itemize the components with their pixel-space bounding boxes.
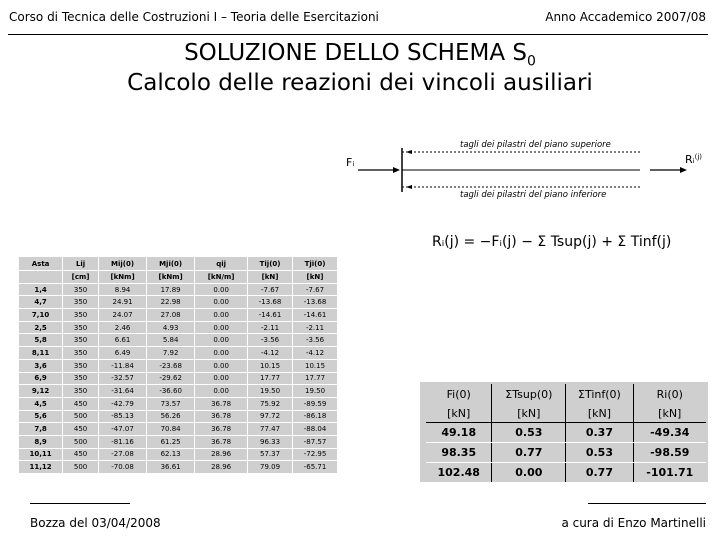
table-cell: -86.18 [293, 410, 338, 423]
table-cell: 0.00 [195, 309, 248, 322]
table-header-row [19, 257, 338, 271]
col-header: Mij(0) [99, 257, 147, 271]
table-cell: 19.50 [293, 385, 338, 398]
table-cell: 5.84 [147, 334, 195, 347]
table-cell: 24.91 [99, 296, 147, 309]
table-cell: 77.47 [248, 423, 293, 436]
table-cell: 350 [63, 347, 99, 360]
lower-cut-label: tagli dei pilastri del piano inferiore [460, 190, 607, 200]
table-cell: -14.61 [248, 309, 293, 322]
table-row [19, 347, 338, 360]
table-cell: 97.72 [248, 410, 293, 423]
table-cell: -23.68 [147, 359, 195, 372]
table-cell: 49.18 [426, 423, 492, 443]
section-diagram [340, 135, 712, 205]
table-cell: 22.98 [147, 296, 195, 309]
table-cell: 24.07 [99, 309, 147, 322]
table-cell: 0.53 [492, 423, 566, 443]
table-row [426, 443, 706, 463]
lower-cut-arrow [406, 185, 412, 189]
table-cell: -13.68 [248, 296, 293, 309]
col-header: ΣTinf(0) [566, 384, 633, 404]
table-cell: 79.09 [248, 461, 293, 474]
table-cell: 56.26 [147, 410, 195, 423]
table-row [19, 372, 338, 385]
unit-cell: [cm] [63, 271, 99, 284]
table-cell: 2,5 [19, 321, 63, 334]
unit-cell: [kNm] [147, 271, 195, 284]
table-cell: 75.92 [248, 397, 293, 410]
table-cell: 6,9 [19, 372, 63, 385]
table-cell: -87.57 [293, 435, 338, 448]
table-cell: -3.56 [248, 334, 293, 347]
footer-divider-right [588, 503, 706, 504]
table-cell: 28.96 [195, 448, 248, 461]
col-header: qij [195, 257, 248, 271]
table-cell: 27.08 [147, 309, 195, 322]
reactions-table [426, 384, 706, 483]
table-cell: 1,4 [19, 283, 63, 296]
unit-cell: [kN/m] [195, 271, 248, 284]
table-row [19, 334, 338, 347]
table-cell: -32.57 [99, 372, 147, 385]
table-cell: 17.77 [248, 372, 293, 385]
table-row [19, 410, 338, 423]
table-cell: 6.61 [99, 334, 147, 347]
table-cell: 8,9 [19, 435, 63, 448]
reaction-label: Rᵢ$^{(j)}$ [685, 153, 703, 166]
header-divider [8, 34, 708, 35]
table-row [19, 448, 338, 461]
table-cell: 17.89 [147, 283, 195, 296]
table-cell: 36.61 [147, 461, 195, 474]
table-cell: 11,12 [19, 461, 63, 474]
table-cell: 500 [63, 410, 99, 423]
table-cell: 450 [63, 397, 99, 410]
reactions-table-panel [420, 382, 708, 482]
table-cell: 0.00 [195, 296, 248, 309]
table-cell: 0.77 [566, 463, 633, 483]
col-header: Tij(0) [248, 257, 293, 271]
units-row [426, 404, 706, 423]
table-cell: -29.62 [147, 372, 195, 385]
table-cell: 0.77 [492, 443, 566, 463]
table-row [19, 309, 338, 322]
col-header: Tji(0) [293, 257, 338, 271]
course-title: Corso di Tecnica delle Costruzioni I – Teoria delle Esercitazioni [9, 10, 379, 24]
table-cell: 350 [63, 296, 99, 309]
table-cell: -65.71 [293, 461, 338, 474]
table-cell: -70.08 [99, 461, 147, 474]
table-cell: 5,8 [19, 334, 63, 347]
reaction-arrowhead [680, 167, 687, 173]
table-cell: 10.15 [248, 359, 293, 372]
table-cell: -11.84 [99, 359, 147, 372]
table-row [19, 385, 338, 398]
table-cell: -27.08 [99, 448, 147, 461]
member-forces-table [18, 256, 338, 474]
draft-date: Bozza del 03/04/2008 [30, 516, 161, 530]
table-cell: -88.04 [293, 423, 338, 436]
table-cell: 0.00 [195, 321, 248, 334]
table-cell: -7.67 [248, 283, 293, 296]
table-row [19, 296, 338, 309]
table-cell: 500 [63, 435, 99, 448]
table-cell: 36.78 [195, 410, 248, 423]
unit-cell: [kN] [492, 404, 566, 423]
slide-title: SOLUZIONE DELLO SCHEMA $S_0$ [184, 40, 536, 70]
table-header-row [426, 384, 706, 404]
table-cell: 17.77 [293, 372, 338, 385]
table-cell: 19.50 [248, 385, 293, 398]
unit-cell: [kN] [426, 404, 492, 423]
table-cell: 4,7 [19, 296, 63, 309]
table-row [19, 461, 338, 474]
unit-cell: [kN] [633, 404, 706, 423]
table-cell: -49.34 [633, 423, 706, 443]
slide-subtitle: Calcolo delle reazioni dei vincoli ausiliari [127, 70, 593, 96]
table-cell: 36.78 [195, 435, 248, 448]
table-cell: 450 [63, 448, 99, 461]
table-cell: -98.59 [633, 443, 706, 463]
table-cell: -2.11 [248, 321, 293, 334]
table-cell: 0.00 [195, 372, 248, 385]
table-row [19, 283, 338, 296]
table-cell: 102.48 [426, 463, 492, 483]
table-cell: -72.95 [293, 448, 338, 461]
table-cell: 3,6 [19, 359, 63, 372]
table-cell: -89.59 [293, 397, 338, 410]
table-cell: 350 [63, 385, 99, 398]
table-cell: -85.13 [99, 410, 147, 423]
table-row [19, 359, 338, 372]
table-cell: 6.49 [99, 347, 147, 360]
table-cell: 73.57 [147, 397, 195, 410]
table-cell: 350 [63, 334, 99, 347]
col-header: Ri(0) [656, 387, 683, 401]
table-cell: 70.84 [147, 423, 195, 436]
table-cell: 0.00 [195, 347, 248, 360]
force-arrowhead [393, 167, 400, 173]
table-cell: 36.78 [195, 397, 248, 410]
unit-cell: [kNm] [99, 271, 147, 284]
table-cell: -4.12 [248, 347, 293, 360]
table-cell: 9,12 [19, 385, 63, 398]
table-cell: -14.61 [293, 309, 338, 322]
table-cell: 350 [63, 283, 99, 296]
table-cell: 96.33 [248, 435, 293, 448]
table-row [426, 423, 706, 443]
table-cell: 350 [63, 372, 99, 385]
academic-year: Anno Accademico 2007/08 [545, 10, 706, 24]
units-row [19, 271, 338, 284]
table-row [19, 397, 338, 410]
table-cell: 10.15 [293, 359, 338, 372]
table-row [19, 423, 338, 436]
force-label: Fᵢ [346, 156, 355, 169]
upper-cut-arrow [406, 150, 412, 154]
table-cell: 4.93 [147, 321, 195, 334]
table-cell: 57.37 [248, 448, 293, 461]
table-cell: 0.00 [195, 334, 248, 347]
table-cell: 0.00 [492, 463, 566, 483]
table-cell: -81.16 [99, 435, 147, 448]
footer-divider-left [30, 503, 130, 504]
table-cell: -47.07 [99, 423, 147, 436]
unit-cell [19, 271, 63, 284]
unit-cell: [kN] [248, 271, 293, 284]
table-cell: 450 [63, 423, 99, 436]
table-cell: 0.00 [195, 385, 248, 398]
table-cell: 0.37 [566, 423, 633, 443]
table-cell: -13.68 [293, 296, 338, 309]
table-cell: -36.60 [147, 385, 195, 398]
table-cell: 5,6 [19, 410, 63, 423]
table-cell: 36.78 [195, 423, 248, 436]
table-cell: 8,11 [19, 347, 63, 360]
table-cell: 350 [63, 321, 99, 334]
col-header: Lij [63, 257, 99, 271]
table-cell: -2.11 [293, 321, 338, 334]
table-cell: 10,11 [19, 448, 63, 461]
col-header: Asta [19, 257, 63, 271]
table-cell: 0.53 [566, 443, 633, 463]
unit-cell: [kN] [293, 271, 338, 284]
author: a cura di Enzo Martinelli [561, 516, 706, 530]
table-cell: 7.92 [147, 347, 195, 360]
table-cell: -101.71 [633, 463, 706, 483]
table-cell: 7,10 [19, 309, 63, 322]
col-header: Fi(0) [426, 384, 492, 404]
table-cell: 62.13 [147, 448, 195, 461]
table-cell: 61.25 [147, 435, 195, 448]
table-cell: 28.96 [195, 461, 248, 474]
table-cell: 7,8 [19, 423, 63, 436]
table-cell: 0.00 [195, 359, 248, 372]
col-header: Mji(0) [147, 257, 195, 271]
table-row [426, 463, 706, 483]
upper-cut-label: tagli dei pilastri del piano superiore [460, 140, 611, 150]
table-cell: 0.00 [195, 283, 248, 296]
table-cell: 98.35 [426, 443, 492, 463]
table-cell: 350 [63, 309, 99, 322]
table-cell: 500 [63, 461, 99, 474]
table-cell: -3.56 [293, 334, 338, 347]
table-cell: -7.67 [293, 283, 338, 296]
table-cell: 8.94 [99, 283, 147, 296]
table-cell: 350 [63, 359, 99, 372]
unit-cell: [kN] [566, 404, 633, 423]
table-row [19, 321, 338, 334]
table-cell: -4.12 [293, 347, 338, 360]
col-header: ΣTsup(0) [492, 384, 566, 404]
table-row [19, 435, 338, 448]
table-cell: 2.46 [99, 321, 147, 334]
table-cell: 4,5 [19, 397, 63, 410]
reaction-formula: Rᵢ(j) = −Fᵢ(j) − Σ Tsup(j) + Σ Tinf(j) [432, 234, 672, 250]
table-cell: -42.79 [99, 397, 147, 410]
table-cell: -31.64 [99, 385, 147, 398]
